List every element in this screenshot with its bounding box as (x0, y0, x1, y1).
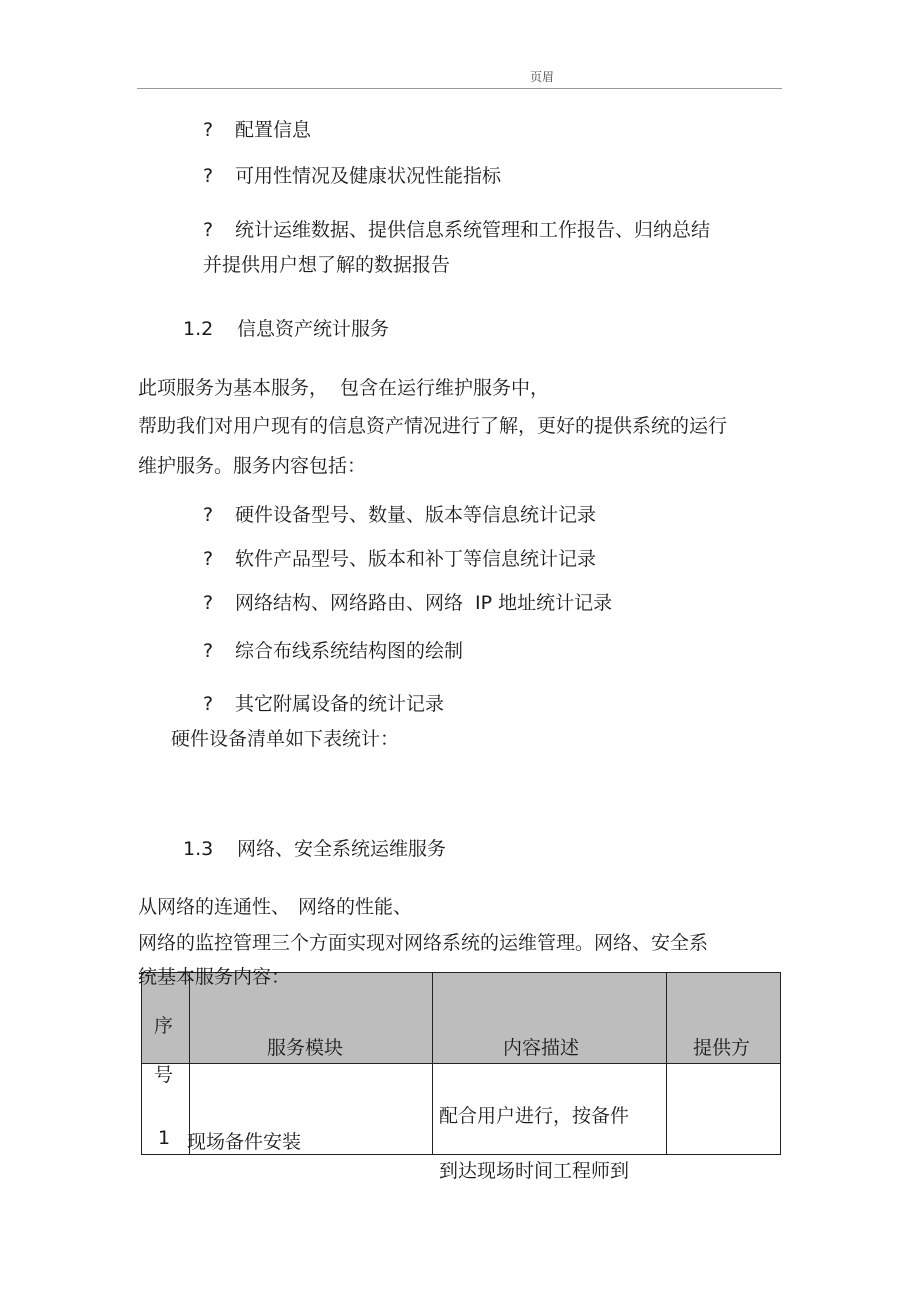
bullet-text: IP 地址统计记录 (475, 592, 613, 614)
header-divider (137, 88, 782, 89)
header-provider (667, 973, 781, 1064)
cell-seq (142, 1064, 190, 1155)
bullet-text: 可用性情况及健康状况性能指标 (235, 165, 502, 187)
header-desc (433, 973, 667, 1064)
paragraph-line: 统基本服务内容： (138, 966, 291, 988)
bullet-text: 综合布线系统结构图的绘制 (235, 640, 464, 662)
bullet-mark: ? (203, 219, 214, 241)
paragraph-line (138, 893, 412, 921)
bullet-mark: ? (203, 504, 214, 526)
paragraph-line: 硬件设备清单如下表统计： (171, 728, 400, 750)
header-desc-label: 内容描述 (503, 1037, 580, 1059)
section-number: 1.3 (183, 838, 214, 860)
header-seq-top: 序 (154, 1015, 174, 1037)
bullet-text: 统计运维数据、提供信息系统管理和工作报告、归纳总结 (235, 219, 711, 241)
bullet-mark: ? (203, 548, 214, 570)
bullet-item (203, 545, 596, 573)
table-row (142, 1064, 781, 1155)
bullet-text: 硬件设备型号、数量、版本等信息统计记录 (235, 504, 597, 526)
bullet-text: 其它附属设备的统计记录 (235, 693, 445, 715)
service-table (141, 972, 781, 1182)
header-provider-label: 提供方 (693, 1037, 751, 1059)
paragraph-fragment: 此项服务为基本服务， (138, 377, 329, 399)
bullet-mark: ? (203, 165, 214, 187)
bullet-mark: ? (203, 119, 214, 141)
section-heading-1-2 (183, 315, 389, 343)
bullet-item (203, 690, 444, 718)
bullet-mark: ? (203, 640, 214, 662)
section-number: 1.2 (183, 318, 214, 340)
bullet-mark: ? (203, 592, 214, 614)
bullet-text: 网络结构、网络路由、网络 (235, 592, 464, 614)
bullet-item (203, 637, 463, 665)
bullet-item (203, 589, 612, 617)
header-seq-bottom: 号 (154, 1064, 174, 1086)
bullet-text: 软件产品型号、版本和补丁等信息统计记录 (235, 548, 597, 570)
cell-module (187, 1064, 433, 1155)
row-desc-line1: 配合用户进行，按备件 (439, 1105, 630, 1127)
paragraph-fragment: 从网络的连通性、 (138, 896, 291, 918)
bullet-text: 配置信息 (235, 119, 312, 141)
paragraph-line: 维护服务。服务内容包括： (138, 455, 367, 477)
cell-desc (433, 1064, 667, 1182)
paragraph-fragment: 网络的性能、 (298, 896, 413, 918)
paragraph-line: 帮助我们对用户现有的信息资产情况进行了解，更好的提供系统的运行 (138, 415, 728, 437)
page-header: 页眉 (530, 70, 555, 84)
section-title: 网络、安全系统运维服务 (237, 838, 447, 860)
section-title: 信息资产统计服务 (237, 318, 390, 340)
row-desc-line2: 到达现场时间工程师到 (439, 1160, 630, 1182)
bullet-item (203, 501, 596, 529)
section-heading-1-3 (183, 835, 446, 863)
paragraph-fragment: 包含在运行维护服务中， (340, 377, 550, 399)
paragraph-line (138, 374, 549, 402)
bullet-mark: ? (203, 693, 214, 715)
row-seq: 1 (158, 1127, 171, 1149)
row-module: 现场备件安装 (187, 1131, 302, 1153)
bullet-item (203, 116, 311, 144)
header-module-label: 服务模块 (267, 1037, 344, 1059)
bullet-text-continuation: 并提供用户想了解的数据报告 (203, 254, 451, 276)
bullet-item (203, 216, 710, 244)
bullet-item (203, 162, 501, 190)
cell-provider (667, 1064, 781, 1155)
paragraph-line: 网络的监控管理三个方面实现对网络系统的运维管理。网络、安全系 (138, 932, 709, 954)
